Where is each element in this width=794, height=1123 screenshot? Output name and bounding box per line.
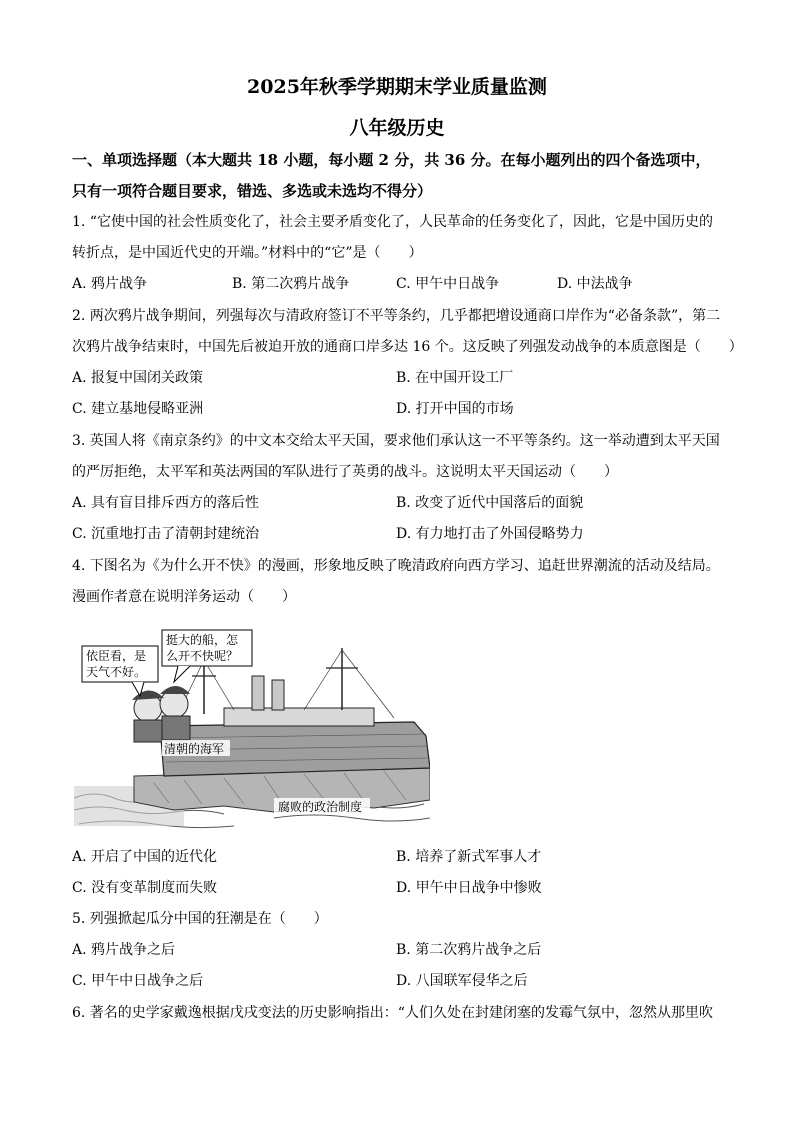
exam-title: 2025年秋季学期期末学业质量监测 bbox=[247, 76, 547, 98]
bubble-right-text-1: 挺大的船，怎 bbox=[166, 633, 239, 647]
q4-stem-line-2: 漫画作者意在说明洋务运动（ ） bbox=[72, 589, 296, 605]
q2-stem-line-1: 2. 两次鸦片战争期间，列强每次与清政府签订不平等条约，几乎都把增设通商口岸作为“必备条款”，第二 bbox=[72, 308, 721, 324]
q4-cartoon-figure bbox=[74, 618, 430, 830]
q1-option-d[interactable]: D. 中法战争 bbox=[557, 276, 633, 292]
label-qing-navy: 清朝的海军 bbox=[164, 742, 225, 756]
label-corrupt-system: 腐败的政治制度 bbox=[278, 800, 363, 814]
q5-option-b[interactable]: B. 第二次鸦片战争之后 bbox=[396, 942, 542, 958]
q4-option-b[interactable]: B. 培养了新式军事人才 bbox=[396, 849, 542, 865]
q3-option-c[interactable]: C. 沉重地打击了清朝封建统治 bbox=[72, 526, 260, 542]
q3-option-b[interactable]: B. 改变了近代中国落后的面貌 bbox=[396, 495, 584, 511]
section-heading-line-1: 一、单项选择题（本大题共 18 小题，每小题 2 分，共 36 分。在每小题列出的四个备选项中， bbox=[72, 151, 711, 169]
q1-option-b[interactable]: B. 第二次鸦片战争 bbox=[232, 276, 350, 292]
q5-option-a[interactable]: A. 鸦片战争之后 bbox=[72, 942, 176, 958]
q3-stem-line-1: 3. 英国人将《南京条约》的中文本交给太平天国，要求他们承认这一不平等条约。这一举动遭到太平天国 bbox=[72, 433, 720, 449]
q2-option-a[interactable]: A. 报复中国闭关政策 bbox=[72, 370, 204, 386]
q4-option-d[interactable]: D. 甲午中日战争中惨败 bbox=[396, 880, 542, 896]
q1-stem-line-2: 转折点，是中国近代史的开端。”材料中的“它”是（ ） bbox=[72, 245, 423, 261]
q2-option-b[interactable]: B. 在中国开设工厂 bbox=[396, 370, 514, 386]
q1-option-c[interactable]: C. 甲午中日战争 bbox=[396, 276, 500, 292]
q1-option-a[interactable]: A. 鸦片战争 bbox=[72, 276, 148, 292]
q5-option-c[interactable]: C. 甲午中日战争之后 bbox=[72, 973, 204, 989]
q5-option-d[interactable]: D. 八国联军侵华之后 bbox=[396, 973, 528, 989]
bubble-right-text-2: 么开不快呢？ bbox=[166, 649, 239, 663]
q4-option-a[interactable]: A. 开启了中国的近代化 bbox=[72, 849, 218, 865]
q3-option-d[interactable]: D. 有力地打击了外国侵略势力 bbox=[396, 526, 584, 542]
q2-option-d[interactable]: D. 打开中国的市场 bbox=[396, 401, 514, 417]
q2-stem-line-2: 次鸦片战争结束时，中国先后被迫开放的通商口岸多达 16 个。这反映了列强发动战争的本质意图是（ ） bbox=[72, 339, 743, 355]
bubble-left-text-1: 依臣看，是 bbox=[86, 649, 147, 663]
q2-option-c[interactable]: C. 建立基地侵略亚洲 bbox=[72, 401, 204, 417]
bubble-left-text-2: 天气不好。 bbox=[86, 665, 147, 679]
q3-option-a[interactable]: A. 具有盲目排斥西方的落后性 bbox=[72, 495, 260, 511]
section-heading-line-2: 只有一项符合题目要求，错选、多选或未选均不得分） bbox=[72, 182, 433, 200]
exam-subtitle: 八年级历史 bbox=[349, 117, 445, 139]
q1-stem-line-1: 1. “它使中国的社会性质变化了，社会主要矛盾变化了，人民革命的任务变化了，因此，它是中国历史的 bbox=[72, 214, 713, 230]
q5-stem-line-1: 5. 列强掀起瓜分中国的狂潮是在（ ） bbox=[72, 911, 328, 927]
q3-stem-line-2: 的严厉拒绝，太平军和英法两国的军队进行了英勇的战斗。这说明太平天国运动（ ） bbox=[72, 464, 618, 480]
q4-stem-line-1: 4. 下图名为《为什么开不快》的漫画，形象地反映了晚清政府向西方学习、追赶世界潮流的活动及结局。 bbox=[72, 558, 720, 574]
q6-stem-line-1: 6. 著名的史学家戴逸根据戊戌变法的历史影响指出：“人们久处在封建闭塞的发霉气氛中，忽然从那里吹 bbox=[72, 1005, 713, 1021]
q4-option-c[interactable]: C. 没有变革制度而失败 bbox=[72, 880, 218, 896]
